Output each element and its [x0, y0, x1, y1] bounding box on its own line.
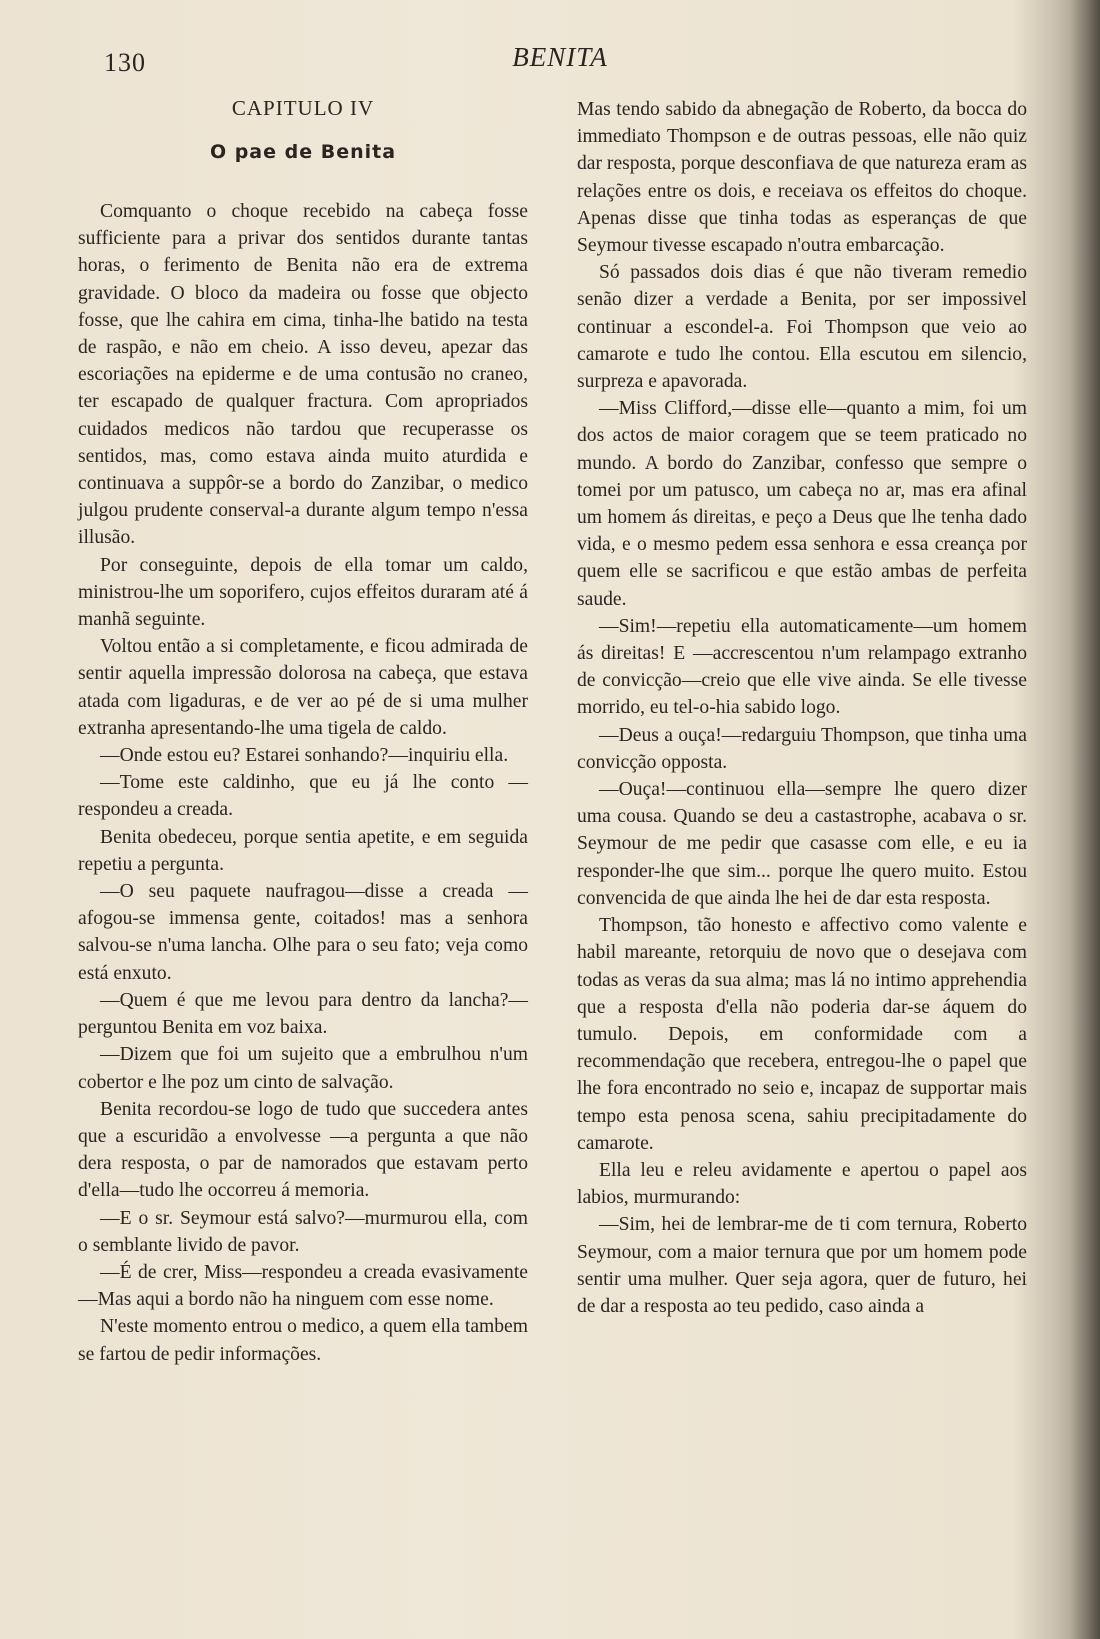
paragraph: —Deus a ouça!—redarguiu Thompson, que tinha uma convicção opposta.	[577, 724, 1027, 773]
page-edge-shadow	[1070, 0, 1100, 1639]
page-number: 130	[104, 48, 146, 77]
paragraph: —Sim!—repetiu ella automaticamente—um homem ás direitas! E —accrescentou n'um relampago extranho de convicção—creio que elle vive ainda. Se elle tivesse morrido, eu tel-o-hia sabido logo.	[577, 615, 1027, 719]
paragraph: —Dizem que foi um sujeito que a embrulhou n'um cobertor e lhe poz um cinto de salvação.	[78, 1044, 528, 1093]
chapter-title: O pae de Benita	[209, 141, 397, 163]
left-column	[78, 96, 528, 1368]
paragraph: —Sim, hei de lembrar-me de ti com ternura, Roberto Seymour, com a maior ternura que por um homem pode sentir uma mulher. Quer seja agora, quer de futuro, hei de dar a resposta ao teu pedido, caso ainda a	[577, 1214, 1027, 1317]
book-title: BENITA	[512, 42, 608, 72]
right-column	[577, 96, 1027, 1320]
paragraph: —É de crer, Miss—respondeu a creada evasivamente—Mas aqui a bordo não ha ninguem com esse nome.	[78, 1261, 528, 1311]
paragraph: Só passados dois dias é que não tiveram remedio senão dizer a verdade a Benita, por ser impossivel continuar a escondel-a. Foi Thompson que veio ao camarote e tudo lhe contou. Ella escutou em silencio, surpreza e apavorada.	[577, 262, 1027, 393]
paragraph: —Quem é que me levou para dentro da lancha?—perguntou Benita em voz baixa.	[78, 989, 528, 1039]
paragraph: —Tome este caldinho, que eu já lhe conto —respondeu a creada.	[78, 772, 528, 821]
paragraph: Voltou então a si completamente, e ficou admirada de sentir aquella impressão dolorosa na cabeça, que estava atada com ligaduras, e de ver ao pé de si uma mulher extranha apresentando-lhe uma tigela de caldo.	[78, 636, 528, 739]
paragraph: Benita obedeceu, porque sentia apetite, e em seguida repetiu a pergunta.	[78, 826, 528, 875]
paragraph: —Miss Clifford,—disse elle—quanto a mim, foi um dos actos de maior coragem que se teem praticado no mundo. A bordo do Zanzibar, confesso que sempre o tomei por um patusco, um cabeça no ar, mas era afinal um homem ás direitas, e peço a Deus que lhe tenha dado vida, e o mesmo pedem essa senhora e essa creança por quem elle se sacrificou e que estão ambas de perfeita saude.	[577, 398, 1027, 610]
paragraph: —O seu paquete naufragou—disse a creada —afogou-se immensa gente, coitados! mas a senhora salvou-se n'uma lancha. Olhe para o seu fato; veja como está enxuto.	[78, 881, 528, 984]
paragraph-continuation: Mas tendo sabido da abnegação de Roberto, da bocca do immediato Thompson e de outras pessoas, elle não quiz dar resposta, porque desconfiava de que natureza eram as relações entre os dois, e receiava os effeitos do choque. Apenas disse que tinha todas as esperanças de que Seymour tivesse escapado n'outra embarcação.	[577, 99, 1027, 257]
paragraph: Ella leu e releu avidamente e apertou o papel aos labios, murmurando:	[577, 1159, 1027, 1209]
paragraph: Benita recordou-se logo de tudo que succedera antes que a escuridão a envolvesse —a pergunta a que não dera resposta, o par de namorados que estavam perto d'ella—tudo lhe occorreu á memoria.	[78, 1098, 528, 1202]
running-head	[0, 42, 1100, 82]
paragraph: Thompson, tão honesto e affectivo como valente e habil mareante, retorquiu de novo que o desejava com todas as veras da sua alma; mas lá no intimo apprehendia que a resposta d'ella não poderia dar-se áquem do tumulo. Depois, em conformidade com a recommendação que recebera, entregou-lhe o papel que lhe fora encontrado no seio e, incapaz de supportar mais tempo esta penosa scena, sahiu precipitadamente do camarote.	[577, 915, 1027, 1154]
paragraph: Comquanto o choque recebido na cabeça fosse sufficiente para a privar dos sentidos durante tantas horas, o ferimento de Benita não era de extrema gravidade. O bloco da madeira ou fosse que objecto fosse, que lhe cahira em cima, tinha-lhe batido na testa de raspão, e não em cheio. A isso deveu, apezar das escoriações na epiderme e de uma contusão no craneo, ter escapado de qualquer fractura. Com apropriados cuidados medicos não tardou que recuperasse os sentidos, mas, como estava ainda muito aturdida e continuava a suppôr-se a bordo do Zanzibar, o medico julgou prudente conserval-a durante algum tempo n'essa illusão.	[78, 201, 528, 549]
paragraph: N'este momento entrou o medico, a quem ella tambem se fartou de pedir informações.	[78, 1316, 528, 1365]
paragraph: —Ouça!—continuou ella—sempre lhe quero dizer uma cousa. Quando se deu a castastrophe, acabava o sr. Seymour de me pedir que casasse com elle, e eu ia responder-lhe que sim... porque lhe quero muito. Estou convencida de que ainda lhe hei de dar esta resposta.	[577, 779, 1027, 909]
paragraph: Por conseguinte, depois de ella tomar um caldo, ministrou-lhe um soporifero, cujos effeitos duraram até á manhã seguinte.	[78, 554, 528, 631]
chapter-label: CAPITULO IV	[231, 96, 375, 120]
paragraph: —Onde estou eu? Estarei sonhando?—inquiriu ella.	[100, 745, 509, 767]
paragraph: —E o sr. Seymour está salvo?—murmurou ella, com o semblante livido de pavor.	[78, 1207, 528, 1256]
